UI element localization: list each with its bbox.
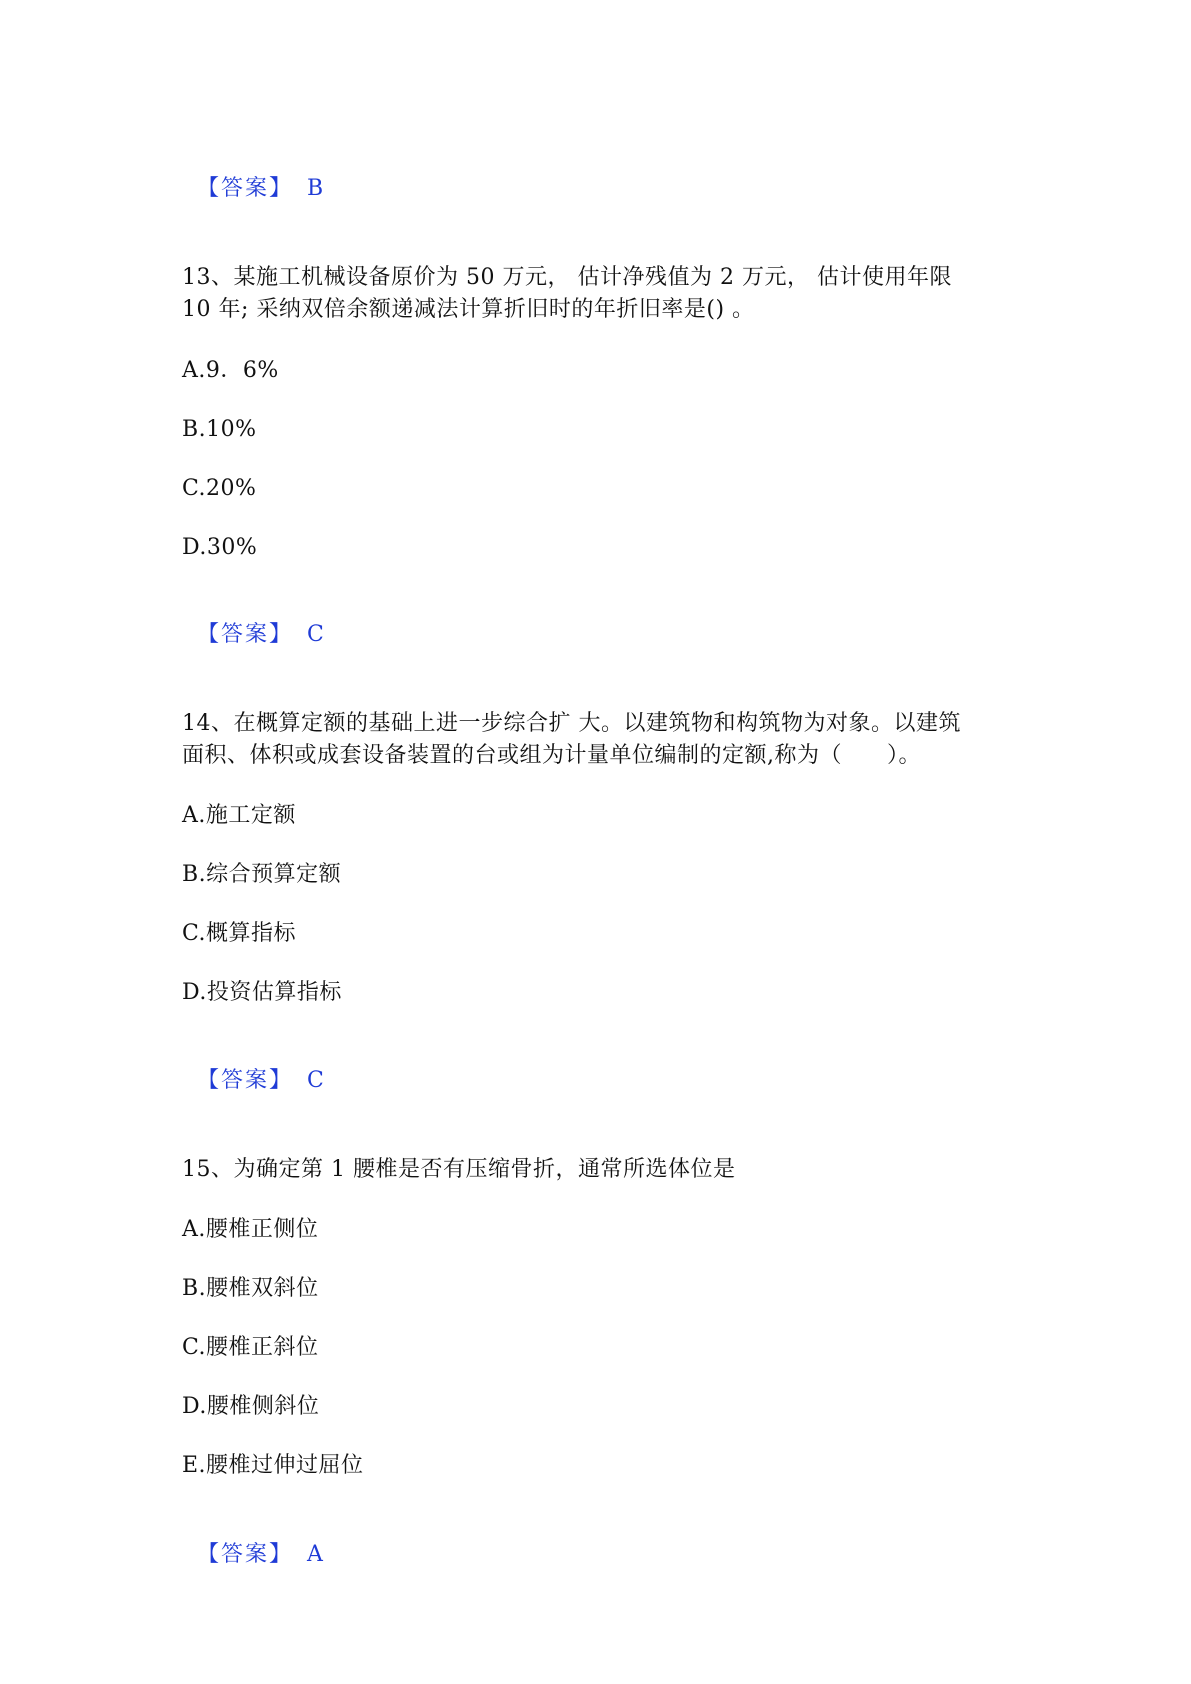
- answer-value: C: [307, 622, 325, 647]
- question-13-line-2: 10 年; 采纳双倍余额递减法计算折旧时的年折旧率是() 。: [182, 297, 755, 322]
- option-c: C.20%: [182, 476, 257, 501]
- option-a: A.腰椎正侧位: [182, 1217, 319, 1242]
- answer-line: [182, 1036, 324, 1096]
- option-b: B.10%: [182, 417, 257, 442]
- option-c: C.腰椎正斜位: [182, 1335, 319, 1360]
- option-e: E.腰椎过伸过屈位: [182, 1453, 364, 1478]
- question-14-line-2: 面积、体积或成套设备装置的台或组为计量单位编制的定额,称为（ ）。: [182, 743, 921, 768]
- option-c: C.概算指标: [182, 921, 297, 946]
- answer-line: [182, 144, 324, 204]
- answer-label: 【答案】: [197, 622, 294, 647]
- question-13-line-1: 13、某施工机械设备原价为 50 万元， 估计净残值为 2 万元， 估计使用年限: [182, 265, 952, 290]
- answer-value: A: [307, 1542, 324, 1567]
- answer-value: C: [307, 1068, 325, 1093]
- option-b: B.综合预算定额: [182, 862, 342, 887]
- option-d: D.投资估算指标: [182, 980, 342, 1005]
- question-14-line-1: 14、在概算定额的基础上进一步综合扩 大。以建筑物和构筑物为对象。以建筑: [182, 711, 961, 736]
- question-15-line-1: 15、为确定第 1 腰椎是否有压缩骨折，通常所选体位是: [182, 1157, 736, 1182]
- option-d: D.30%: [182, 535, 258, 560]
- option-b: B.腰椎双斜位: [182, 1276, 319, 1301]
- option-a: A.9．6%: [182, 358, 279, 383]
- answer-line: [182, 1510, 323, 1570]
- answer-label: 【答案】: [197, 1068, 294, 1093]
- answer-label: 【答案】: [197, 1542, 294, 1567]
- answer-value: B: [307, 176, 324, 201]
- option-d: D.腰椎侧斜位: [182, 1394, 320, 1419]
- answer-label: 【答案】: [197, 176, 294, 201]
- option-a: A.施工定额: [182, 803, 296, 828]
- answer-line: [182, 590, 324, 650]
